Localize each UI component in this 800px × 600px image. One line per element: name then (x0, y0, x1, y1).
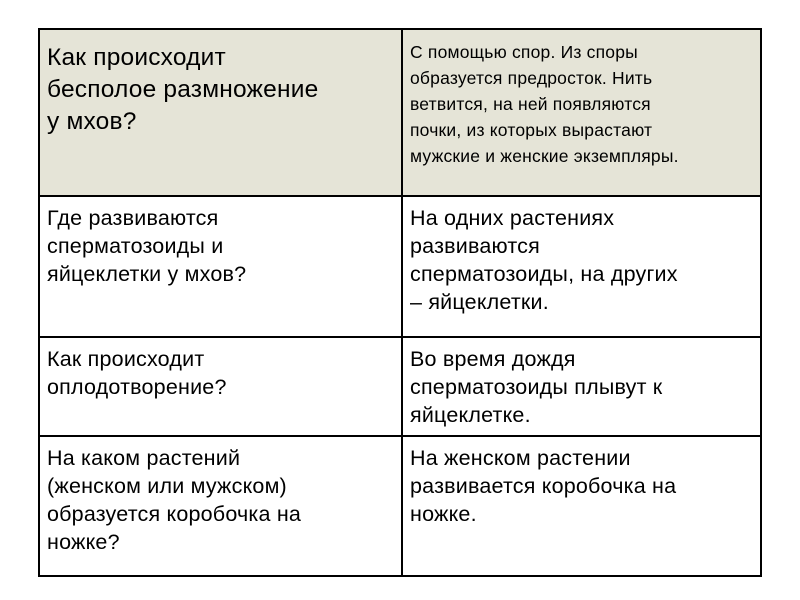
table-row (39, 196, 761, 337)
answer-cell (402, 29, 761, 196)
answer-cell (402, 337, 761, 436)
table-row (39, 337, 761, 436)
question-text: Как происходит оплодотворение? (47, 347, 227, 399)
question-text: На каком растений (женском или мужском) образуется коробочка на ножке? (47, 446, 302, 554)
answer-text: С помощью спор. Из споры образуется предросток. Нить ветвится, на ней появляются почки, из которых вырастают мужские и женские экземпляры. (410, 42, 679, 166)
answer-cell (402, 436, 761, 576)
qa-table (38, 28, 762, 577)
question-cell (39, 196, 402, 337)
table-row (39, 436, 761, 576)
answer-cell (402, 196, 761, 337)
answer-text: На одних растениях развиваются сперматозоиды, на других – яйцеклетки. (410, 206, 678, 314)
question-text: Как происходит бесполое размножение у мхов? (47, 44, 319, 135)
answer-text: Во время дождя сперматозоиды плывут к яйцеклетке. (410, 347, 663, 427)
question-text: Где развиваются сперматозоиды и яйцеклетки у мхов? (47, 206, 247, 286)
table-row (39, 29, 761, 196)
question-cell (39, 29, 402, 196)
question-cell (39, 337, 402, 436)
question-cell (39, 436, 402, 576)
answer-text: На женском растении развивается коробочка на ножке. (410, 446, 677, 526)
